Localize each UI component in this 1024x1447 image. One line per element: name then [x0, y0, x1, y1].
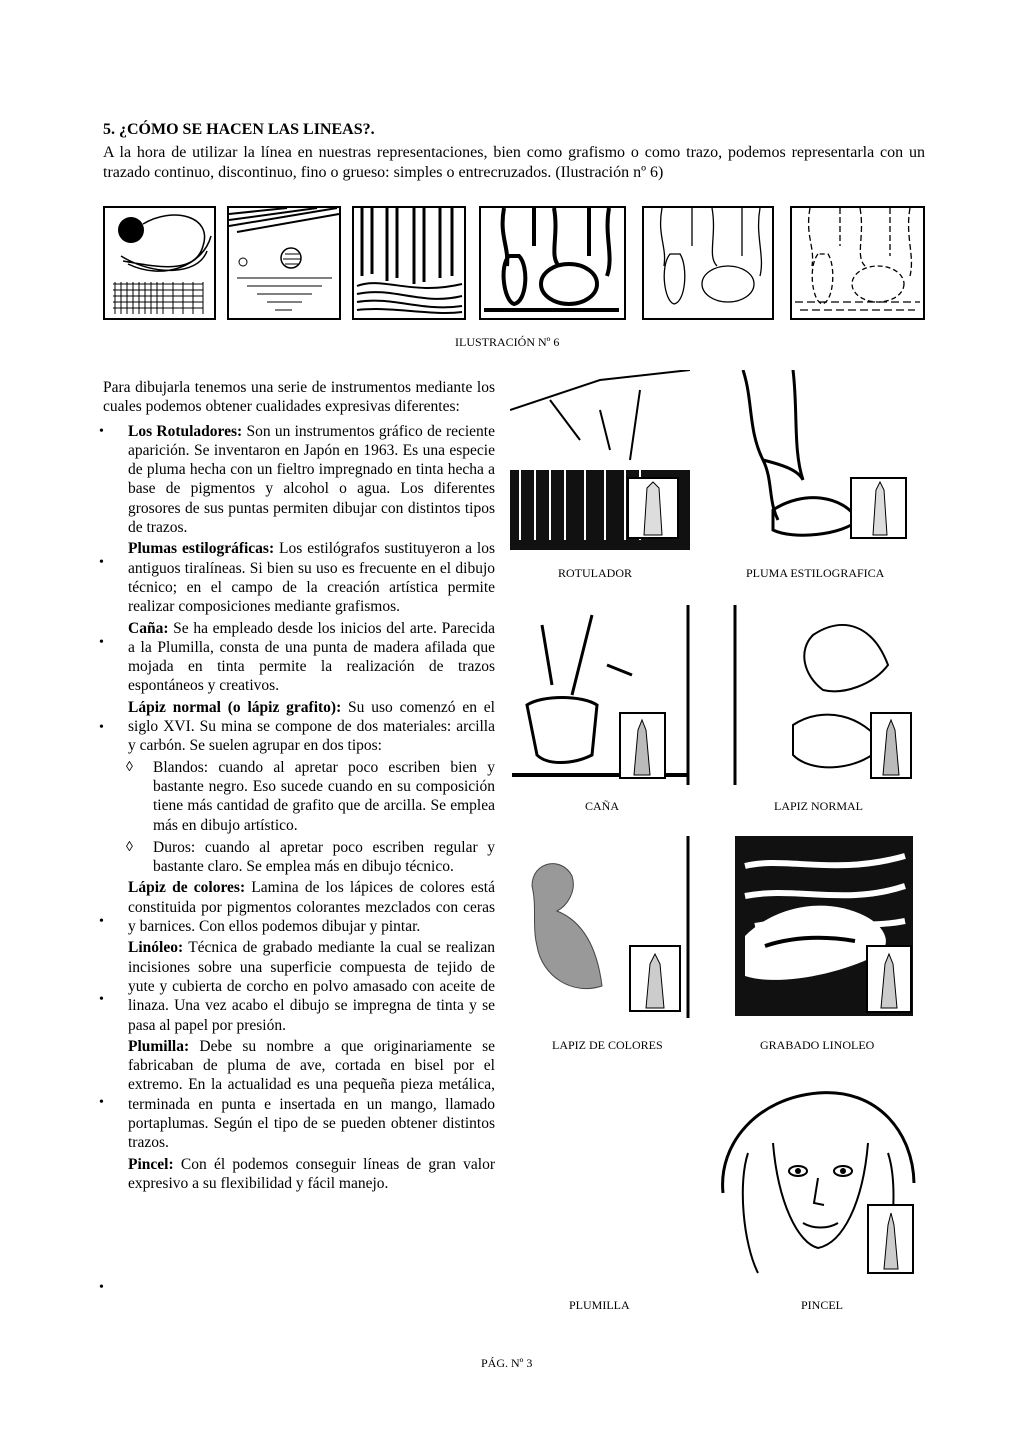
list-item [99, 1037, 495, 1153]
bullet-icon: • [99, 914, 104, 930]
diamond-icon: ◊ [126, 839, 133, 855]
illustration-6-strip [103, 206, 925, 320]
bullet-icon: • [99, 555, 104, 571]
bullet-icon: • [99, 423, 104, 439]
description: Con él podemos conseguir líneas de gran valor expresivo a su flexibilidad y fácil manejo. [128, 1155, 495, 1192]
rotulador-drawing [510, 370, 690, 550]
grabado-linoleo-drawing [735, 836, 913, 1016]
trees-panel [352, 206, 466, 320]
bullet-icon: • [99, 719, 104, 735]
sub-list-item [103, 838, 495, 877]
diamond-icon: ◊ [126, 759, 133, 775]
section-heading: 5. ¿CÓMO SE HACEN LAS LINEAS?. [103, 121, 375, 138]
bullet-icon: • [99, 1094, 104, 1110]
illustration-caption: ILUSTRACIÓN Nº 6 [455, 335, 560, 349]
description: Debe su nombre a que originariamente se fabricaban de pluma de ave, cortada en bisel por el extremo. En la actualidad es una pequeña pieza metálica, terminada en punta e insertada en un mango, llamado portaplumas. Según el tipo de se pueden obtener distintos trazos. [128, 1037, 495, 1152]
lapiz-normal-drawing [733, 605, 913, 785]
vases-bold-panel [479, 206, 626, 320]
vases-thin-panel [642, 206, 774, 320]
landscape-lines-panel [227, 206, 341, 320]
sub-list-item [103, 758, 495, 835]
sub-item-text: Blandos: cuando al apretar poco escriben bien y bastante negro. Eso sucede cuando en su composición tiene más cantidad de grafito que de arcilla. Se emplea más en dibujo artístico. [153, 758, 495, 834]
caption-linoleo: GRABADO LINOLEO [760, 1038, 875, 1052]
description: Su uso comenzó en el siglo XVI. Su mina se compone de dos materiales: arcilla y carbón. Se suelen agrupar en dos tipos: [128, 698, 495, 755]
list-item [99, 878, 495, 936]
lapiz-colores-drawing [512, 836, 692, 1018]
bullet-icon: • [99, 1280, 104, 1295]
bullet-icon: • [99, 992, 104, 1008]
caption-rotulador: ROTULADOR [558, 566, 632, 580]
term: Lápiz normal (o lápiz grafito): [128, 698, 342, 716]
description: Se ha empleado desde los inicios del arte. Parecida a la Plumilla, consta de una punta de madera afilada que mojada en tinta permite la realización de trazos espontáneos y creativos. [128, 619, 495, 695]
sub-item-text: Duros: cuando al apretar poco escriben regular y bastante claro. Se emplea más en dibujo técnico. [153, 838, 495, 876]
description: Lamina de los lápices de colores está constituida por pigmentos colorantes mezclados con ceras y barnices. Con ellos podemos dibujar y pintar. [128, 879, 495, 936]
pluma-estilografica-drawing [733, 370, 908, 550]
list-item [99, 698, 495, 756]
term: Plumilla: [128, 1037, 190, 1055]
list-item [99, 422, 495, 538]
bullet-icon: • [99, 634, 104, 650]
term: Caña: [128, 619, 169, 637]
caption-pincel: PINCEL [801, 1298, 843, 1312]
caption-lapiz-colores: LAPIZ DE COLORES [552, 1038, 663, 1052]
list-item [99, 938, 495, 1034]
page-number: PÁG. Nº 3 [481, 1356, 533, 1370]
description: Técnica de grabado mediante la cual se realizan incisiones sobre una superficie compuesta de tejido de yute y cubierta de corcho en polvo amasado con aceite de linaza. Una vez acabo el dibujo se impregna de tinta y se pasa al papel por presión. [128, 939, 495, 1034]
intro-paragraph: A la hora de utilizar la línea en nuestras representaciones, bien como grafismo o como trazo, podemos representarla con un trazado continuo, discontinuo, fino o grueso: simples o entrecruzados. (Ilustración nº 6) [103, 144, 925, 181]
list-item [99, 539, 495, 616]
term: Linóleo: [128, 939, 184, 957]
list-item [99, 619, 495, 696]
caption-pluma: PLUMA ESTILOGRAFICA [746, 566, 885, 580]
list-item [103, 1155, 495, 1194]
instruments-text-column [99, 378, 495, 1193]
caption-cana: CAÑA [585, 799, 620, 813]
scribble-panel [103, 206, 216, 320]
caption-plumilla: PLUMILLA [569, 1298, 630, 1312]
caption-lapiz-normal: LAPIZ NORMAL [774, 799, 863, 813]
term: Pincel: [128, 1155, 174, 1173]
description: Son un instrumentos gráfico de reciente aparición. Se inventaron en Japón en 1963. Es una especie de pluma hecha con un fieltro impregnado en tinta hecha a base de pigmentos y alcohol o agua. Los diferentes grosores de sus puntas permiten dibujar con distintos tipos de trazos. [128, 422, 495, 537]
term: Plumas estilográficas: [128, 540, 275, 558]
term: Los Rotuladores: [128, 422, 243, 440]
lead-paragraph: Para dibujarla tenemos una serie de instrumentos mediante los cuales podemos obtener cualidades expresivas diferentes: [103, 379, 495, 416]
pincel-drawing [718, 1083, 916, 1277]
term: Lápiz de colores: [128, 879, 246, 897]
cana-drawing [512, 605, 690, 785]
vases-dashed-panel [790, 206, 925, 320]
description: Los estilógrafos sustituyeron a los antiguos tiralíneas. Si bien su uso es frecuente en el dibujo técnico; en el campo de la creación artística permite realizar composiciones mediante grafismos. [128, 540, 495, 616]
